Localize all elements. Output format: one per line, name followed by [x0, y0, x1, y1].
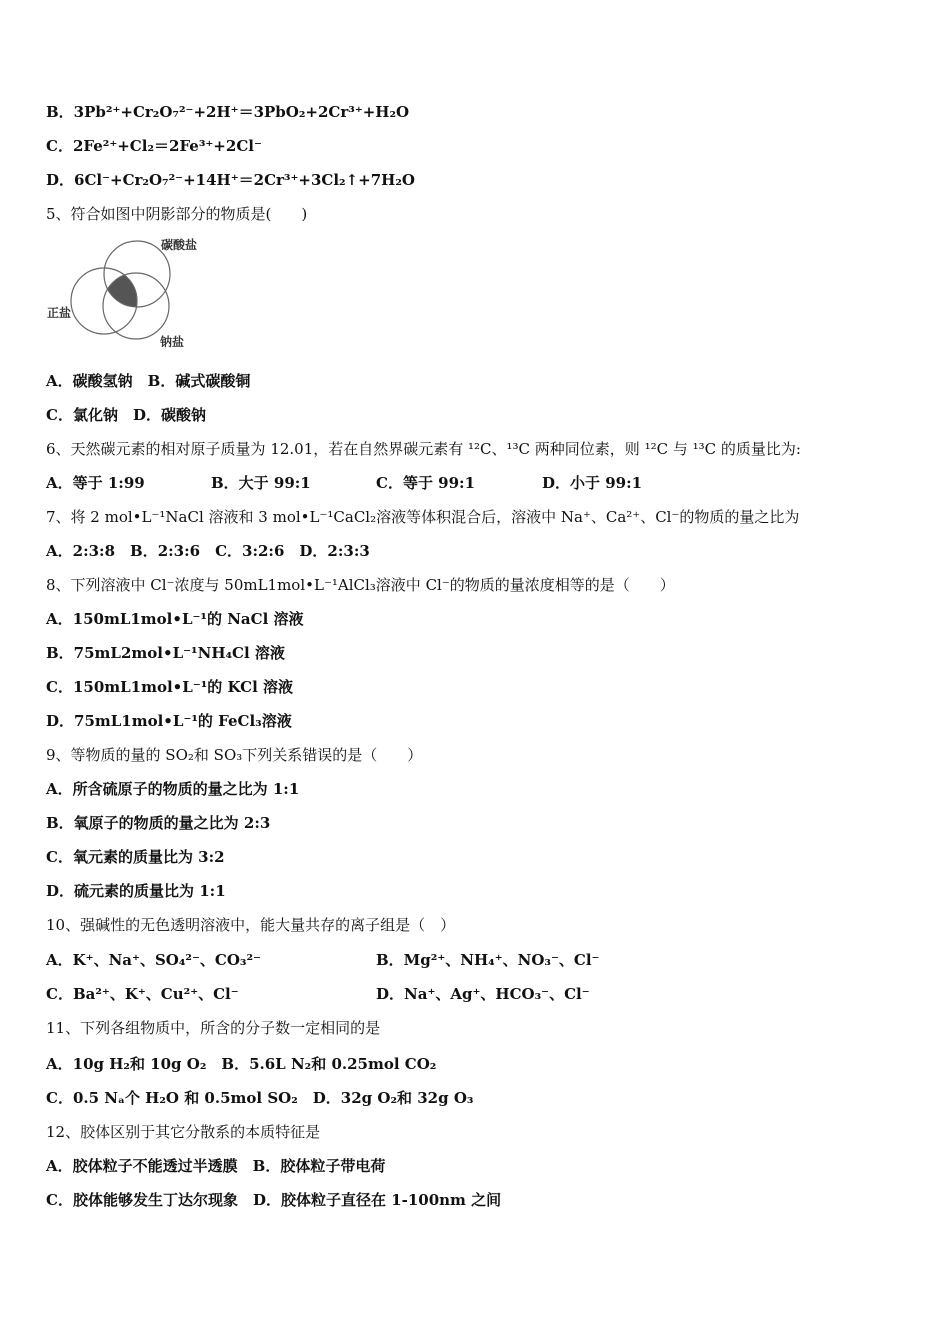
q10-option-c: C．Ba²⁺、K⁺、Cu²⁺、Cl⁻: [46, 985, 239, 1003]
q8-option-c: C．150mL1mol•L⁻¹的 KCl 溶液: [46, 678, 294, 696]
q7-options: A．2:3:8 B．2:3:6 C．3:2:6 D．2:3:3: [46, 542, 370, 560]
q10-stem: 10、强碱性的无色透明溶液中，能大量共存的离子组是（ ）: [46, 916, 456, 934]
q8-option-a: A．150mL1mol•L⁻¹的 NaCl 溶液: [46, 610, 304, 628]
q4-option-b: B．3Pb²⁺+Cr₂O₇²⁻+2H⁺＝3PbO₂+2Cr³⁺+H₂O: [46, 103, 410, 121]
q10-option-a: A．K⁺、Na⁺、SO₄²⁻、CO₃²⁻: [46, 951, 261, 969]
q9-option-a: A．所含硫原子的物质的量之比为 1:1: [46, 780, 300, 798]
q6-option-d: D．小于 99:1: [542, 474, 643, 492]
q5-options-ab: A．碳酸氢钠 B．碱式碳酸铜: [46, 372, 251, 390]
q10-option-b: B．Mg²⁺、NH₄⁺、NO₃⁻、Cl⁻: [376, 951, 600, 969]
q10-option-d: D．Na⁺、Ag⁺、HCO₃⁻、Cl⁻: [376, 985, 590, 1003]
q8-option-b: B．75mL2mol•L⁻¹NH₄Cl 溶液: [46, 644, 285, 662]
q7-stem: 7、将 2 mol•L⁻¹NaCl 溶液和 3 mol•L⁻¹CaCl₂溶液等体积混合后，溶液中 Na⁺、Ca²⁺、Cl⁻的物质的量之比为: [46, 508, 800, 526]
q9-option-d: D．硫元素的质量比为 1:1: [46, 882, 226, 900]
venn-label-carbonate: 碳酸盐: [161, 238, 198, 252]
q11-stem: 11、下列各组物质中，所含的分子数一定相同的是: [46, 1019, 381, 1037]
q4-option-d: D．6Cl⁻+Cr₂O₇²⁻+14H⁺＝2Cr³⁺+3Cl₂↑+7H₂O: [46, 171, 415, 189]
venn-label-sodium-salt: 钠盐: [160, 335, 185, 349]
q6-option-b: B．大于 99:1: [211, 474, 311, 492]
q12-stem: 12、胶体区别于其它分散系的本质特征是: [46, 1123, 321, 1141]
q12-options-cd: C．胶体能够发生丁达尔现象 D．胶体粒子直径在 1-100nm 之间: [46, 1191, 502, 1209]
q9-stem: 9、等物质的量的 SO₂和 SO₃下列关系错误的是（ ）: [46, 746, 423, 764]
q5-options-cd: C．氯化钠 D．碳酸钠: [46, 406, 206, 424]
q8-stem: 8、下列溶液中 Cl⁻浓度与 50mL1mol•L⁻¹AlCl₃溶液中 Cl⁻的物质的量浓度相等的是（ ）: [46, 576, 675, 594]
q6-option-a: A．等于 1:99: [46, 474, 145, 492]
q9-option-b: B．氧原子的物质的量之比为 2:3: [46, 814, 271, 832]
venn-label-normal-salt: 正盐: [47, 306, 72, 320]
q4-option-c: C．2Fe²⁺+Cl₂＝2Fe³⁺+2Cl⁻: [46, 137, 262, 155]
q11-options-ab: A．10g H₂和 10g O₂ B．5.6L N₂和 0.25mol CO₂: [46, 1055, 437, 1073]
q9-option-c: C．氧元素的质量比为 3:2: [46, 848, 225, 866]
q12-options-ab: A．胶体粒子不能透过半透膜 B．胶体粒子带电荷: [46, 1157, 386, 1175]
q11-options-cd: C．0.5 Nₐ个 H₂O 和 0.5mol SO₂ D．32g O₂和 32g O₃: [46, 1089, 474, 1107]
q5-stem: 5、符合如图中阴影部分的物质是( ): [46, 205, 308, 223]
q6-stem: 6、天然碳元素的相对原子质量为 12.01，若在自然界碳元素有 ¹²C、¹³C 两种同位素，则 ¹²C 与 ¹³C 的质量比为:: [46, 440, 801, 458]
q6-option-c: C．等于 99:1: [376, 474, 476, 492]
venn-diagram: [46, 236, 216, 356]
q8-option-d: D．75mL1mol•L⁻¹的 FeCl₃溶液: [46, 712, 292, 730]
